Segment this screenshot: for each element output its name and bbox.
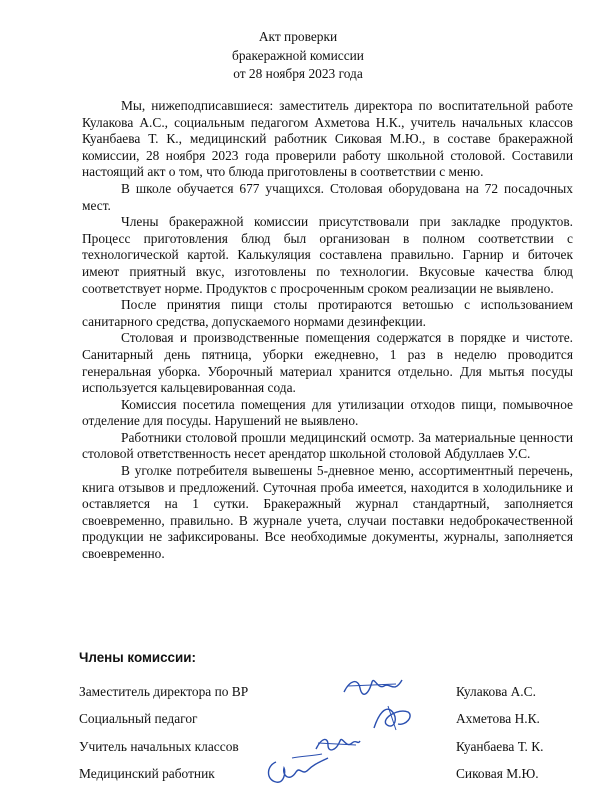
handwritten-signature-icon	[262, 752, 332, 790]
signature-role: Учитель начальных классов	[79, 739, 239, 754]
paragraph: Члены бракеражной комиссии присутствовали при закладке продуктов. Процесс приготовления блюд был организован в полном соответствии с технологической картой. Калькуляция составлена правильно. Гарнир и биточек имеют приятный вкус, изготовлены по технологии. Вкусовые качества блюд соответствует норме. Продуктов с просроченным сроком реализации не выявлено.	[82, 214, 573, 296]
title-line: Акт проверки	[258, 29, 338, 44]
signature-name: Куанбаева Т. К.	[456, 739, 544, 754]
paragraph: Работники столовой прошли медицинский осмотр. За материальные ценности столовой ответственность несет арендатор школьной столовой Абдуллаев У.С.	[82, 429, 573, 462]
title-line: бракеражной комиссии	[232, 47, 364, 63]
signature-name: Кулакова А.С.	[456, 684, 536, 699]
signature-name: Ахметова Н.К.	[456, 711, 540, 726]
title-line: от 28 ноября 2023 года	[233, 66, 363, 81]
document-body	[82, 98, 573, 563]
signature-row	[79, 711, 579, 731]
signature-row	[79, 684, 579, 704]
paragraph: В школе обучается 677 учащихся. Столовая оборудована на 72 посадочных мест.	[82, 180, 573, 213]
signature-role: Медицинский работник	[79, 766, 215, 781]
signature-role: Заместитель директора по ВР	[79, 684, 249, 699]
members-title: Члены комиссии:	[79, 650, 196, 665]
signature-name: Сиковая М.Ю.	[456, 766, 539, 781]
paragraph: После принятия пищи столы протираются ветошью с использованием санитарного средства, допускаемого нормами дезинфекции.	[82, 297, 573, 329]
signature-role: Социальный педагог	[79, 711, 198, 726]
paragraph: Столовая и производственные помещения содержатся в порядке и чистоте. Санитарный день пятница, уборки ежедневно, 1 раз в неделю проводится генеральная уборка. Уборочный материал хранится отдельно. Для мытья посуды используется кальцевированная сода.	[82, 330, 573, 396]
paragraph: Мы, нижеподписавшиеся: заместитель директора по воспитательной работе Кулакова А.С., социальным педагогом Ахметова Н.К., учитель начальных классов Куанбаева Т. К., медицинский работник Сиковая М.Ю., в составе бракеражной комиссии, 28 ноября 2023 года проверили работу школьной столовой. Составили настоящий акт о том, что блюда приготовлены в соответствии с меню.	[82, 98, 573, 180]
handwritten-signature-icon	[368, 700, 418, 734]
document-title	[0, 28, 596, 84]
paragraph: Комиссия посетила помещения для утилизации отходов пищи, помывочное отделение для посуды. Нарушений не выявлено.	[82, 396, 573, 429]
handwritten-signature-icon	[340, 672, 406, 702]
paragraph: В уголке потребителя вывешены 5-дневное меню, ассортиментный перечень, книга отзывов и предложений. Суточная проба имеется, находится в холодильнике и оставляется на 1 сутки. Бракеражный журнал стандартный, заполняется своевременно, правильно. В журнале учета, случаи поставки недоброкачественной продукции не зафиксированы. Все необходимые документы, журналы, заполняется своевременно.	[82, 463, 573, 562]
